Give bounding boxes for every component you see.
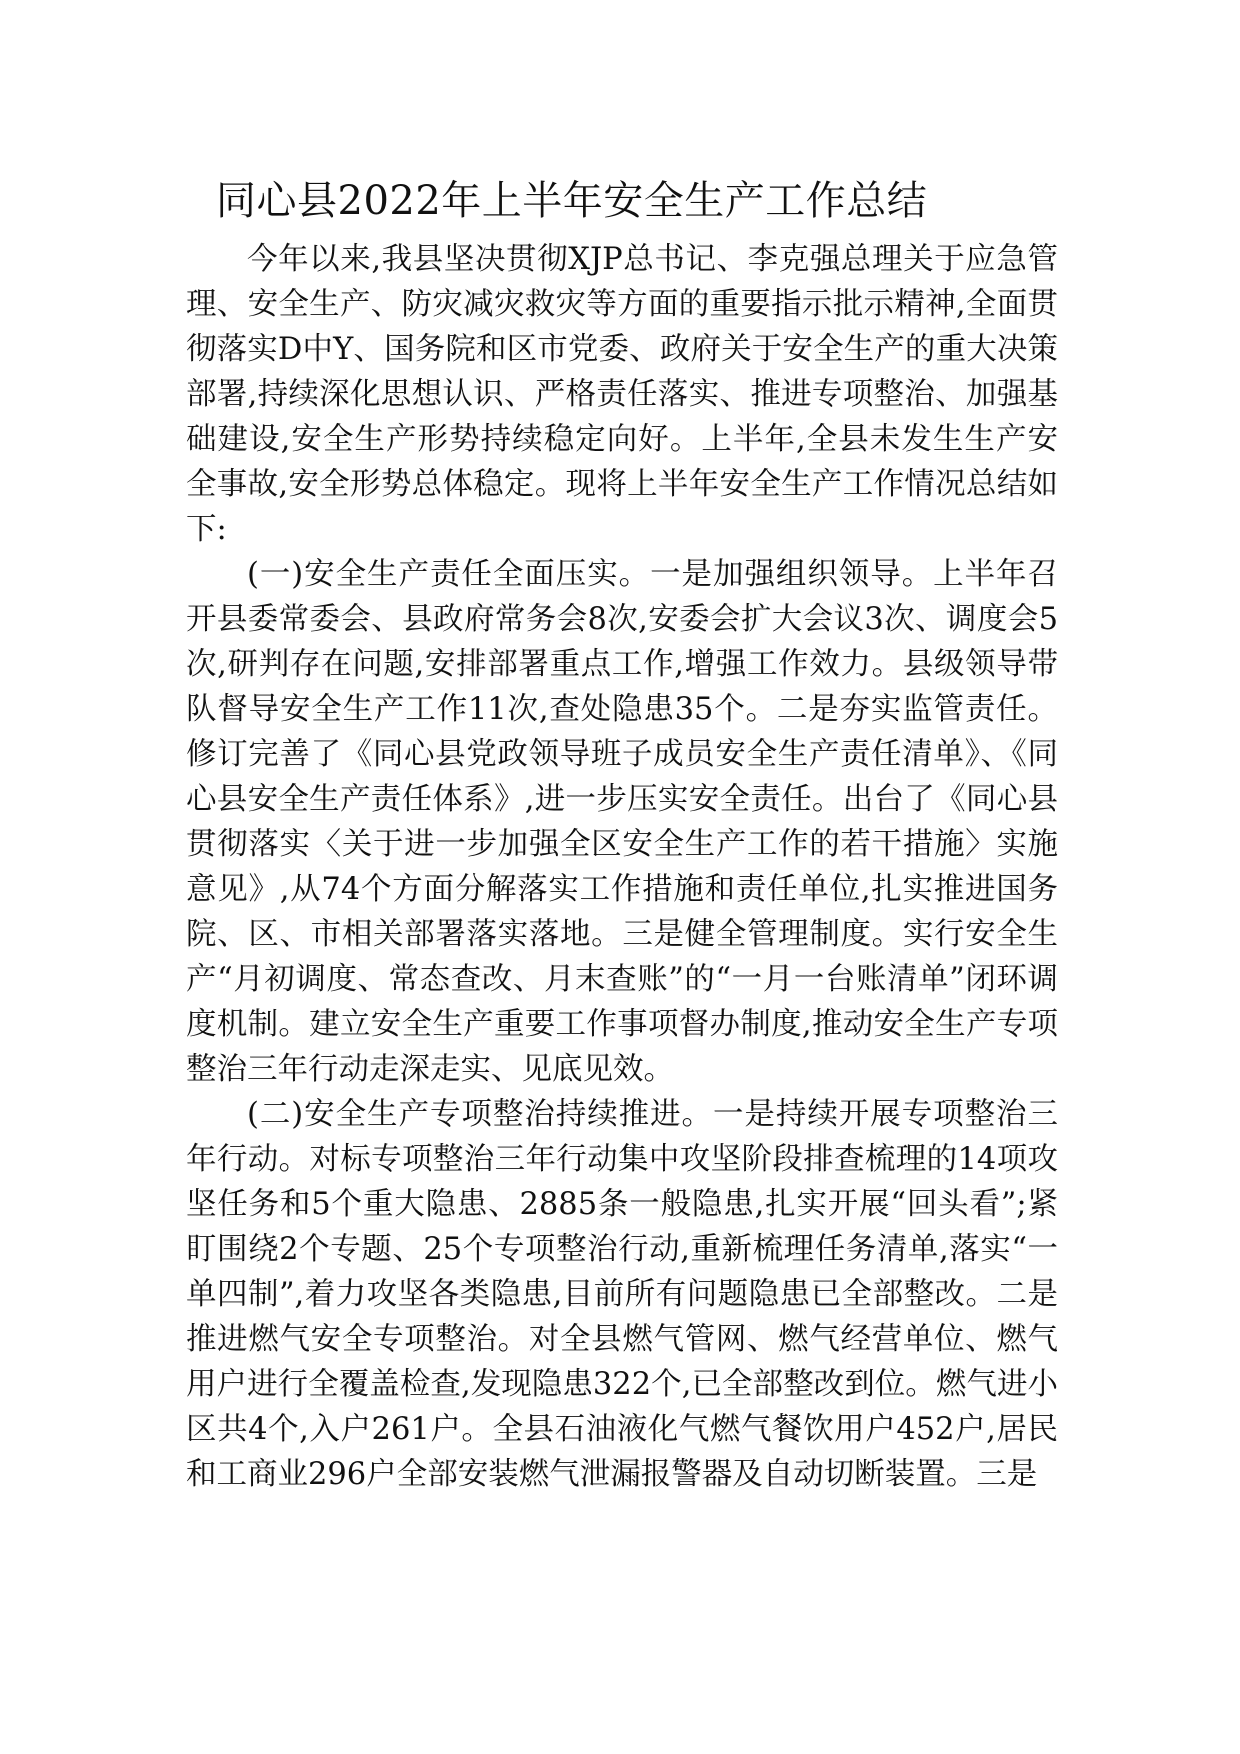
intro-paragraph: 今年以来,我县坚决贯彻XJP总书记、李克强总理关于应急管理、安全生产、防灾减灾救灾等方面的重要指示批示精神,全面贯彻落实D中Y、国务院和区市党委、政府关于安全生产的重大决策部署,持续深化思想认识、严格责任落实、推进专项整治、加强基础建设,安全生产形势持续稳定向好。上半年,全县未发生生产安全事故,安全形势总体稳定。现将上半年安全生产工作情况总结如下:	[186, 242, 1058, 547]
section-1-paragraph: (一)安全生产责任全面压实。一是加强组织领导。上半年召开县委常委会、县政府常务会8次,安委会扩大会议3次、调度会5次,研判存在问题,安排部署重点工作,增强工作效力。县级领导带队督导安全生产工作11次,查处隐患35个。二是夯实监管责任。修订完善了《同心县党政领导班子成员安全生产责任清单》、《同心县安全生产责任体系》,进一步压实安全责任。出台了《同心县贯彻落实〈关于进一步加强全区安全生产工作的若干措施〉实施意见》,从74个方面分解落实工作措施和责任单位,扎实推进国务院、区、市相关部署落实落地。三是健全管理制度。实行安全生产“月初调度、常态查改、月末查账”的“一月一台账清单”闭环调度机制。建立安全生产重要工作事项督办制度,推动安全生产专项整治三年行动走深走实、见底见效。	[186, 557, 1058, 1087]
document-page	[186, 165, 1058, 1497]
document-title: 同心县2022年上半年安全生产工作总结	[216, 178, 928, 224]
section-2-paragraph: (二)安全生产专项整治持续推进。一是持续开展专项整治三年行动。对标专项整治三年行动集中攻坚阶段排查梳理的14项攻坚任务和5个重大隐患、2885条一般隐患,扎实开展“回头看”;紧盯围绕2个专题、25个专项整治行动,重新梳理任务清单,落实“一单四制”,着力攻坚各类隐患,目前所有问题隐患已全部整改。二是推进燃气安全专项整治。对全县燃气管网、燃气经营单位、燃气用户进行全覆盖检查,发现隐患322个,已全部整改到位。燃气进小区共4个,入户261户。全县石油液化气燃气餐饮用户452户,居民和工商业296户全部安装燃气泄漏报警器及自动切断装置。三是	[186, 1097, 1058, 1492]
